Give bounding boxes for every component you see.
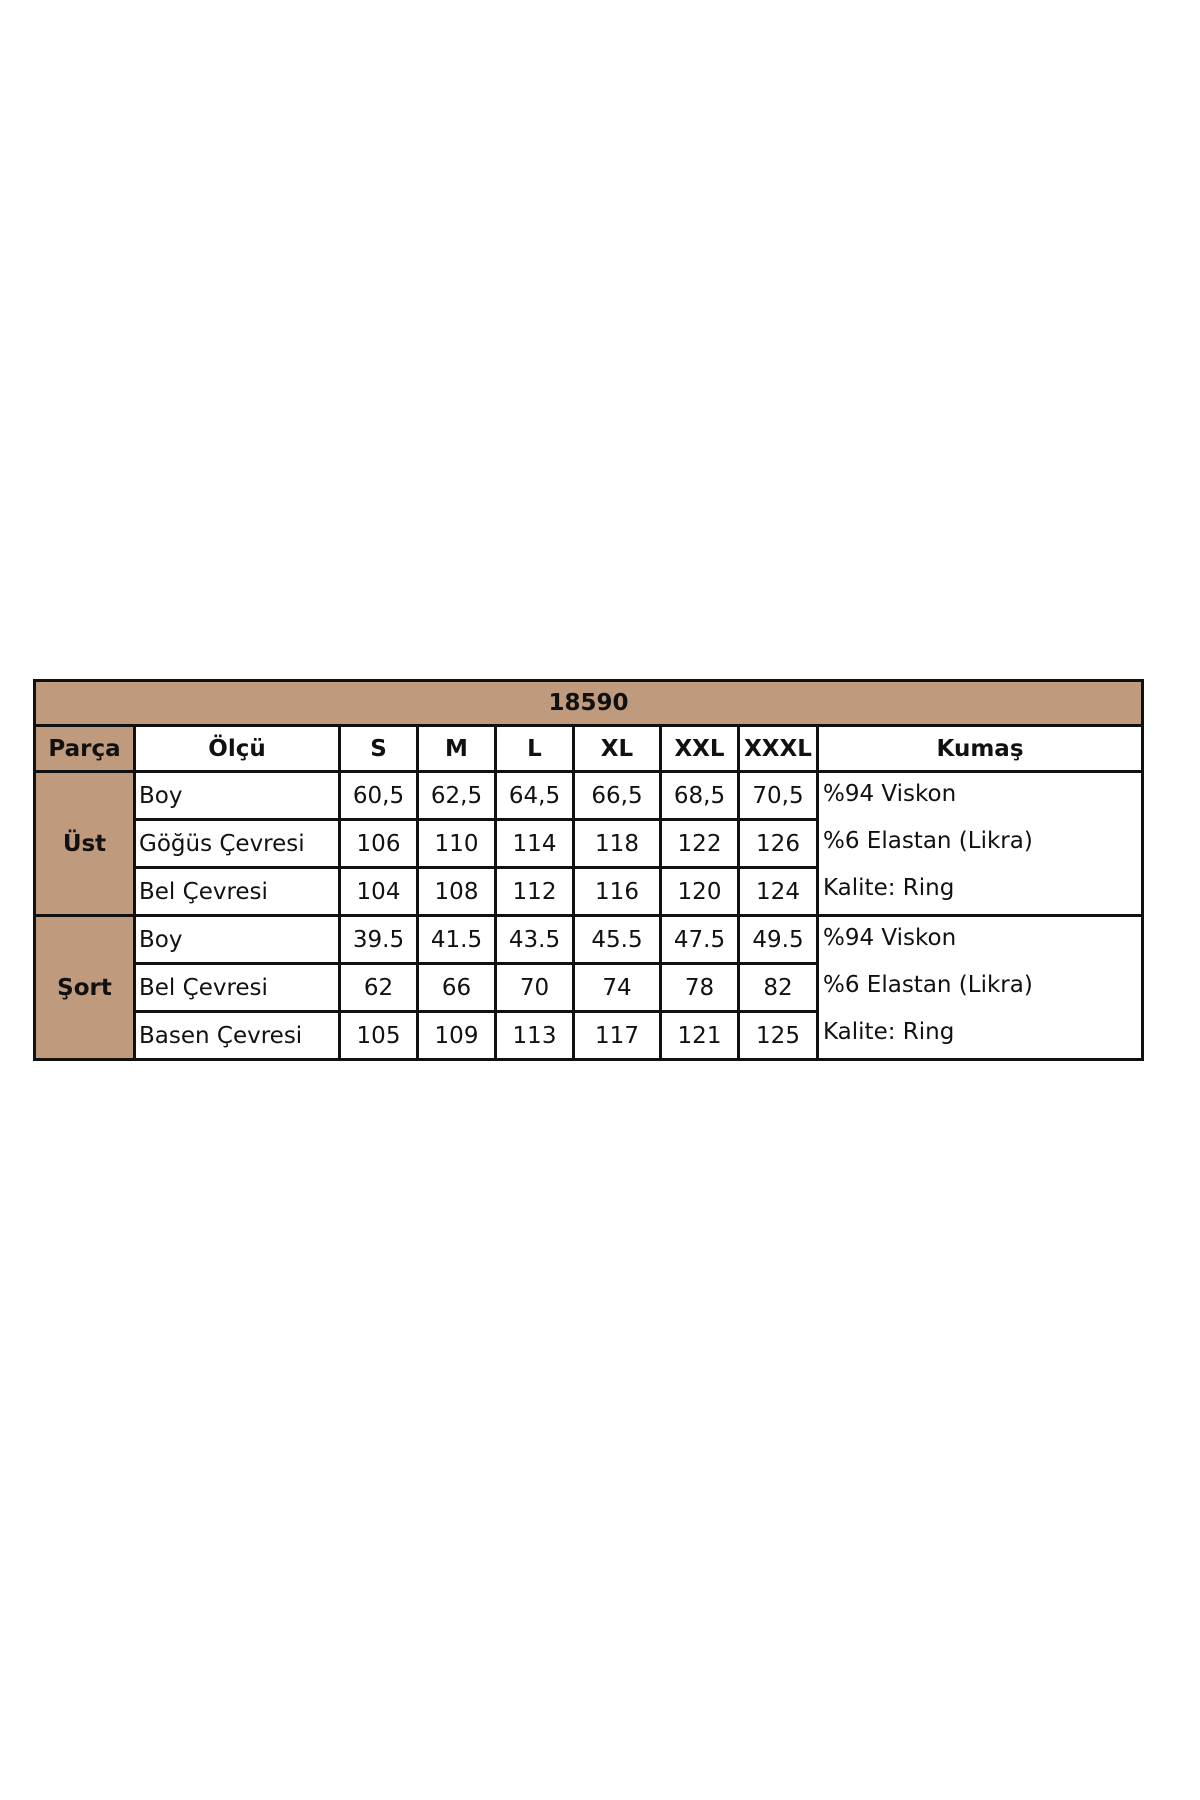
fabric-line: %6 Elastan (Likra): [823, 828, 1033, 854]
measure-label: Boy: [135, 916, 340, 964]
size-value: 47.5: [661, 916, 739, 964]
size-value: 108: [418, 868, 496, 916]
size-value: 74: [574, 964, 661, 1012]
size-value: 39.5: [340, 916, 418, 964]
size-value: 62: [340, 964, 418, 1012]
size-value: 78: [661, 964, 739, 1012]
size-value: 117: [574, 1012, 661, 1060]
size-value: 82: [739, 964, 818, 1012]
header-fabric: Kumaş: [818, 726, 1143, 772]
part-label-sort: Şort: [35, 916, 135, 1060]
fabric-line: Kalite: Ring: [823, 1019, 955, 1045]
size-value: 106: [340, 820, 418, 868]
size-value: 68,5: [661, 772, 739, 820]
size-value: 110: [418, 820, 496, 868]
measure-label: Boy: [135, 772, 340, 820]
size-value: 124: [739, 868, 818, 916]
size-value: 120: [661, 868, 739, 916]
size-value: 70,5: [739, 772, 818, 820]
size-value: 43.5: [496, 916, 574, 964]
fabric-line: %6 Elastan (Likra): [823, 972, 1033, 998]
measure-label: Göğüs Çevresi: [135, 820, 340, 868]
size-value: 41.5: [418, 916, 496, 964]
size-value: 70: [496, 964, 574, 1012]
size-value: 121: [661, 1012, 739, 1060]
size-value: 113: [496, 1012, 574, 1060]
size-value: 116: [574, 868, 661, 916]
size-chart: [33, 679, 1141, 1061]
size-value: 118: [574, 820, 661, 868]
fabric-line: Kalite: Ring: [823, 875, 955, 901]
product-code-title: 18590: [35, 681, 1143, 726]
size-value: 66: [418, 964, 496, 1012]
size-value: 126: [739, 820, 818, 868]
fabric-info-sort: [818, 916, 1143, 1060]
header-size-xxxl: XXXL: [739, 726, 818, 772]
table-row: [35, 772, 1143, 820]
size-value: 64,5: [496, 772, 574, 820]
measure-label: Basen Çevresi: [135, 1012, 340, 1060]
part-label-ust: Üst: [35, 772, 135, 916]
size-value: 60,5: [340, 772, 418, 820]
fabric-info-ust: [818, 772, 1143, 916]
header-row: [35, 726, 1143, 772]
table-row: [35, 916, 1143, 964]
size-value: 62,5: [418, 772, 496, 820]
header-size-l: L: [496, 726, 574, 772]
measure-label: Bel Çevresi: [135, 964, 340, 1012]
size-value: 122: [661, 820, 739, 868]
size-value: 114: [496, 820, 574, 868]
size-value: 112: [496, 868, 574, 916]
size-value: 109: [418, 1012, 496, 1060]
title-row: [35, 681, 1143, 726]
header-size-m: M: [418, 726, 496, 772]
header-measure: Ölçü: [135, 726, 340, 772]
size-value: 125: [739, 1012, 818, 1060]
fabric-line: %94 Viskon: [823, 781, 957, 807]
size-value: 104: [340, 868, 418, 916]
size-value: 66,5: [574, 772, 661, 820]
size-value: 105: [340, 1012, 418, 1060]
header-size-xxl: XXL: [661, 726, 739, 772]
header-size-xl: XL: [574, 726, 661, 772]
header-part: Parça: [35, 726, 135, 772]
fabric-line: %94 Viskon: [823, 925, 957, 951]
size-chart-table: [33, 679, 1144, 1061]
measure-label: Bel Çevresi: [135, 868, 340, 916]
size-value: 49.5: [739, 916, 818, 964]
size-value: 45.5: [574, 916, 661, 964]
header-size-s: S: [340, 726, 418, 772]
